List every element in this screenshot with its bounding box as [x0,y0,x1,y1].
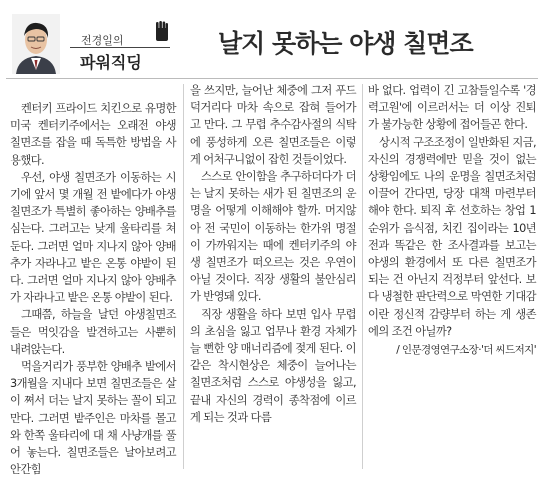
article [6,4,538,475]
kicker-divider [70,47,170,48]
columnist-photo [12,14,60,74]
article-header [6,4,538,79]
paragraph: 스스로 안이함을 추구하더다가 더는 날지 못하는 새가 된 칠면조의 운명을 어떻게 이해해야 할까. 머지않아 전 국민이 이동하는 한가위 명절이 가까워지는 때에 켄터키주의 야생 칠면조가 떠오르는 것은 우연이 아닐 것이다. 직장 생활의 불안심리가 반영돼 있다. [190,170,356,304]
article-column-2 [190,82,356,426]
article-column-1 [10,100,176,478]
paragraph: 직장 생활을 하다 보면 입사 무렵의 초심을 잃고 업무나 환경 자체가 늘 뻔한 양 매너리즘에 젖게 된다. 이 같은 착시현상은 체중이 늘어나는 칠면조처럼 스스로 야생성을 잃고, 끝내 자신의 경력이 종착점에 이르게 되는 것과 다름 [190,307,356,424]
column-name: 파워직딩 [80,53,142,72]
column-divider [183,84,184,469]
paragraph: 우선, 야생 칠면조가 이동하는 시기에 앞서 몇 개월 전 밭에다가 야생 칠면조가 특별히 좋아하는 양배추를 심는다. 그러고는 낮게 울타리를 쳐 둔다. 그러면 얼마 지나지 않아 양배추가 자라나고 밭은 온통 야밭이 된다. 그러면 얼마 지나지 않아 양배추가 자라나고 밭은 온통 야밭이 된다. [10,170,176,305]
article-column-3 [368,82,536,359]
headline: 날지 못하는 야생 칠면조 [218,29,473,58]
paragraph: 상시적 구조조정이 일반화된 지금, 자신의 경쟁력에만 믿을 것이 없는 상황임에도 나의 운명을 칠면조처럼 이끌어 간다면, 당장 대책 마련부터 해야 한다. 퇴직 후 선호하는 창업 1순위가 음식점, 치킨 집이라는 10년 전과 똑같은 한 조사결과를 보고는 야생의 환경에서 또 다른 칠면조가 되는 건 아닌지 걱정부터 앞선다. 보다 냉철한 판단력으로 막연한 기대감이란 정신적 감량부터 하는 게 생존에의 조건 아닐까? [368,135,536,338]
paragraph: 을 쓰지만, 늘어난 체중에 그저 푸드덕거리다 마차 속으로 잡혀 들어가고 만다. 그 무렵 추수감사절의 식탁에 풍성하게 오른 칠면조들은 이렇게 어처구니없이 잡힌 것들이었다. [190,84,356,166]
columnist-name: 전경일의 [81,34,124,47]
paragraph: 켄터키 프라이드 치킨으로 유명한 미국 켄터키주에서는 오래전 야생 칠면조를 잡을 때 독특한 방법을 사용했다. [10,102,176,167]
paragraph: 그때쯤, 하늘을 날던 야생칠면조들은 먹잇감을 발견하고는 사뿐히 내려앉는다. [10,308,176,356]
column-divider [362,84,363,469]
author-byline: / 인문경영연구소장·'더 씨드저지' [396,344,536,357]
paragraph: 먹을거리가 풍부한 양배추 밭에서 3개월을 지내다 보면 칠면조들은 살이 쪄서 더는 날지 못하는 꼴이 되고 만다. 그러면 밭주인은 마차를 몰고 와 한쪽 울타리에 대 채 사냥개를 풀어 놓는다. 칠면조들은 날아보려고 안간힘 [10,360,176,477]
paragraph: 바 없다. 업력이 긴 고참들일수록 '경력고원'에 이르러서는 더 이상 진퇴가 불가능한 상황에 접어들곤 한다. [368,84,536,132]
hand-icon [154,20,170,42]
